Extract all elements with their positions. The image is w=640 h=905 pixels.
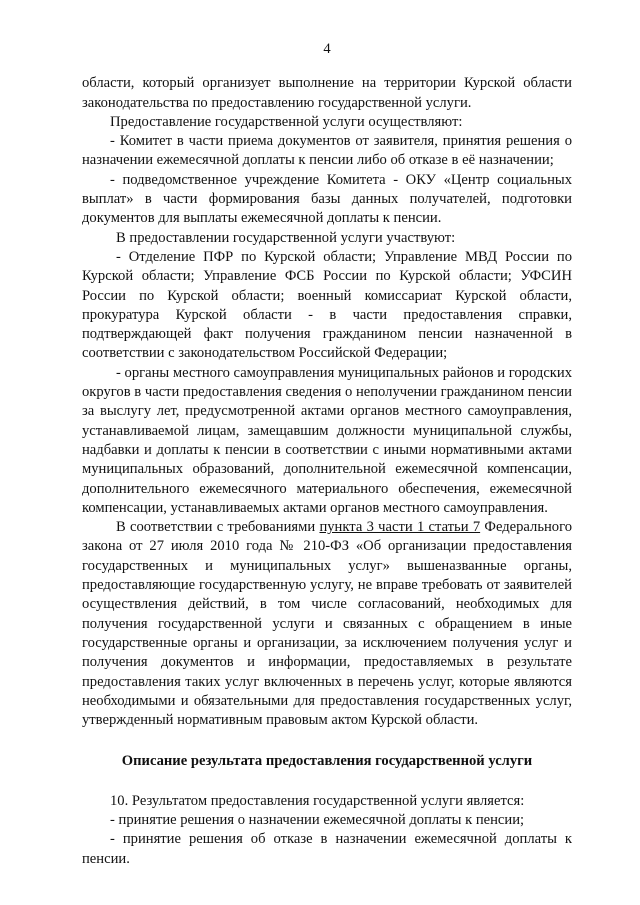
paragraph-local-authorities: - органы местного самоуправления муниципальных районов и городских округов в части предоставления сведения о неполучении гражданином пенсии за выслугу лет, предусмотренной актами органов местного самоуправления, устанавливаемой лицам, замещавшим должности муниципальной службы, надбавки и доплаты к пенсии в соответствии с иными нормативными актами муниципальных образований, дополнительной ежемесячной компенсации, дополнительного ежемесячного материального обеспечения, ежемесячной компенсации, устанавливаемых актами органов местного самоуправления. [82,364,572,516]
law-reference-link[interactable]: пункта 3 части 1 статьи 7 [319,519,481,536]
result-bullet-approval: - принятие решения о назначении ежемесячной доплаты к пенсии; [110,811,525,828]
paragraph-continuation: области, который организует выполнение на территории Курской области законодательства по предоставлению государственной услуги. [82,75,572,111]
paragraph-federal-law-end: Федерального закона от 27 июля 2010 года № 210-ФЗ «Об организации предоставления государственных и муниципальных услуг» вышеназванные органы, предоставляющие государственную услугу, не вправе требовать от заявителей осуществления действий, в том числе согласований, необходимых для получения государственной услуги и связанных с обращением в иные государственные органы и организации, за исключением получения услуг и получения документов и информации, предоставляемых в результате предоставления таких услуг включенных в перечень услуг, которые являются необходимыми и обязательными для предоставления государственных услуг, утвержденный нормативным правовым актом Курской области. [82,519,573,729]
paragraph-subordinate-institution: - подведомственное учреждение Комитета - ОКУ «Центр социальных выплат» в части формирования базы данных получателей, подготовки документов для выплаты ежемесячной доплаты к пенсии. [82,171,572,227]
paragraph-committee: - Комитет в части приема документов от заявителя, принятия решения о назначении ежемесячной доплаты к пенсии либо об отказе в её назначении; [82,133,572,169]
paragraph-pfr-department: - Отделение ПФР по Курской области; Управление МВД России по Курской области; Управление ФСБ России по Курской области; УФСИН России по Курской области; военный комиссариат Курской области, прокуратура Курской области - в части предоставления справки, подтверждающей факт получения гражданином пенсии назначенной в соответствии с законодательством Российской Федерации; [82,248,572,362]
page-number: 4 [323,41,331,57]
section-heading: Описание результата предоставления государственной услуги [121,753,533,770]
paragraph-providers-intro: Предоставление государственной услуги осуществляют: [110,113,463,130]
paragraph-federal-law [82,518,572,730]
paragraph-participants-intro: В предоставлении государственной услуги участвуют: [116,229,456,246]
result-item-10: 10. Результатом предоставления государственной услуги является: [110,792,525,809]
result-bullet-refusal: - принятие решения об отказе в назначении ежемесячной доплаты к пенсии. [82,831,572,867]
paragraph-federal-law-start: В соответствии с требованиями [116,519,320,536]
